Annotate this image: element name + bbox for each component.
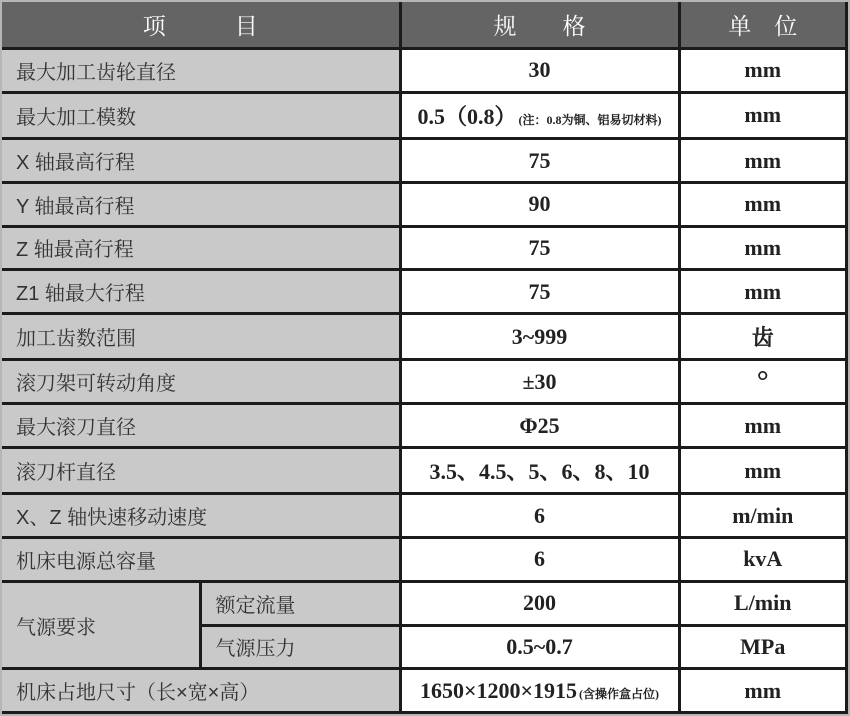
- unit-cell: mm: [679, 49, 847, 93]
- table-row: [2, 404, 847, 448]
- spec-cell: 3.5、4.5、5、6、8、10: [400, 447, 679, 493]
- spec-cell: 6: [400, 494, 679, 538]
- item-cell: 最大加工齿轮直径: [2, 49, 400, 93]
- table-row: [2, 538, 847, 582]
- unit-cell: mm: [679, 182, 847, 226]
- item-cell: X、Z 轴快速移动速度: [2, 494, 400, 538]
- table-row: [2, 669, 847, 713]
- table-row: [2, 49, 847, 93]
- unit-cell: MPa: [679, 625, 847, 669]
- spec-value: 1650×1200×1915: [419, 677, 578, 703]
- header-row: [2, 2, 847, 49]
- table-row: [2, 581, 847, 625]
- spec-note: (含操作盒占位): [579, 686, 660, 701]
- spec-cell: 75: [400, 270, 679, 314]
- spec-cell: [400, 92, 679, 138]
- unit-cell: mm: [679, 447, 847, 493]
- air-group-label: 气源要求: [2, 581, 200, 668]
- table-row: [2, 139, 847, 183]
- item-cell: 加工齿数范围: [2, 314, 400, 360]
- header-unit: 单 位: [679, 2, 847, 49]
- unit-cell: mm: [679, 270, 847, 314]
- unit-cell: mm: [679, 139, 847, 183]
- spec-cell: ±30: [400, 360, 679, 404]
- unit-cell: 齿: [679, 314, 847, 360]
- table-row: [2, 270, 847, 314]
- spec-cell: [400, 669, 679, 713]
- table-row: [2, 226, 847, 270]
- unit-cell: mm: [679, 226, 847, 270]
- unit-cell: mm: [679, 92, 847, 138]
- table-row: [2, 182, 847, 226]
- item-cell: X 轴最高行程: [2, 139, 400, 183]
- table-row: [2, 92, 847, 138]
- spec-note: (注：0.8为铜、铝易切材料): [518, 112, 662, 127]
- unit-cell: °: [679, 360, 847, 404]
- spec-value: 0.5（0.8）: [417, 103, 517, 129]
- unit-cell: mm: [679, 669, 847, 713]
- spec-cell: 75: [400, 139, 679, 183]
- item-cell: 滚刀杆直径: [2, 447, 400, 493]
- spec-cell: 0.5~0.7: [400, 625, 679, 669]
- item-cell: 机床占地尺寸（长×宽×高）: [2, 669, 400, 713]
- spec-cell: 90: [400, 182, 679, 226]
- item-cell: Y 轴最高行程: [2, 182, 400, 226]
- table-row: [2, 494, 847, 538]
- table-header: [2, 2, 847, 49]
- table-row: [2, 360, 847, 404]
- spec-cell: 200: [400, 581, 679, 625]
- machine-spec-table: [2, 2, 848, 714]
- item-cell: 最大加工模数: [2, 92, 400, 138]
- table-body: [2, 49, 847, 713]
- spec-cell: Φ25: [400, 404, 679, 448]
- unit-cell: mm: [679, 404, 847, 448]
- table-row: [2, 447, 847, 493]
- item-cell: Z 轴最高行程: [2, 226, 400, 270]
- unit-cell: L/min: [679, 581, 847, 625]
- header-spec: 规 格: [400, 2, 679, 49]
- header-item: 项 目: [2, 2, 400, 49]
- spec-cell: 75: [400, 226, 679, 270]
- sub-item-cell: 额定流量: [200, 581, 400, 625]
- item-cell: Z1 轴最大行程: [2, 270, 400, 314]
- item-cell: 最大滚刀直径: [2, 404, 400, 448]
- item-cell: 滚刀架可转动角度: [2, 360, 400, 404]
- spec-cell: 30: [400, 49, 679, 93]
- unit-cell: m/min: [679, 494, 847, 538]
- sub-item-cell: 气源压力: [200, 625, 400, 669]
- item-cell: 机床电源总容量: [2, 538, 400, 582]
- spec-cell: 6: [400, 538, 679, 582]
- spec-cell: 3~999: [400, 314, 679, 360]
- unit-cell: kvA: [679, 538, 847, 582]
- table-row: [2, 314, 847, 360]
